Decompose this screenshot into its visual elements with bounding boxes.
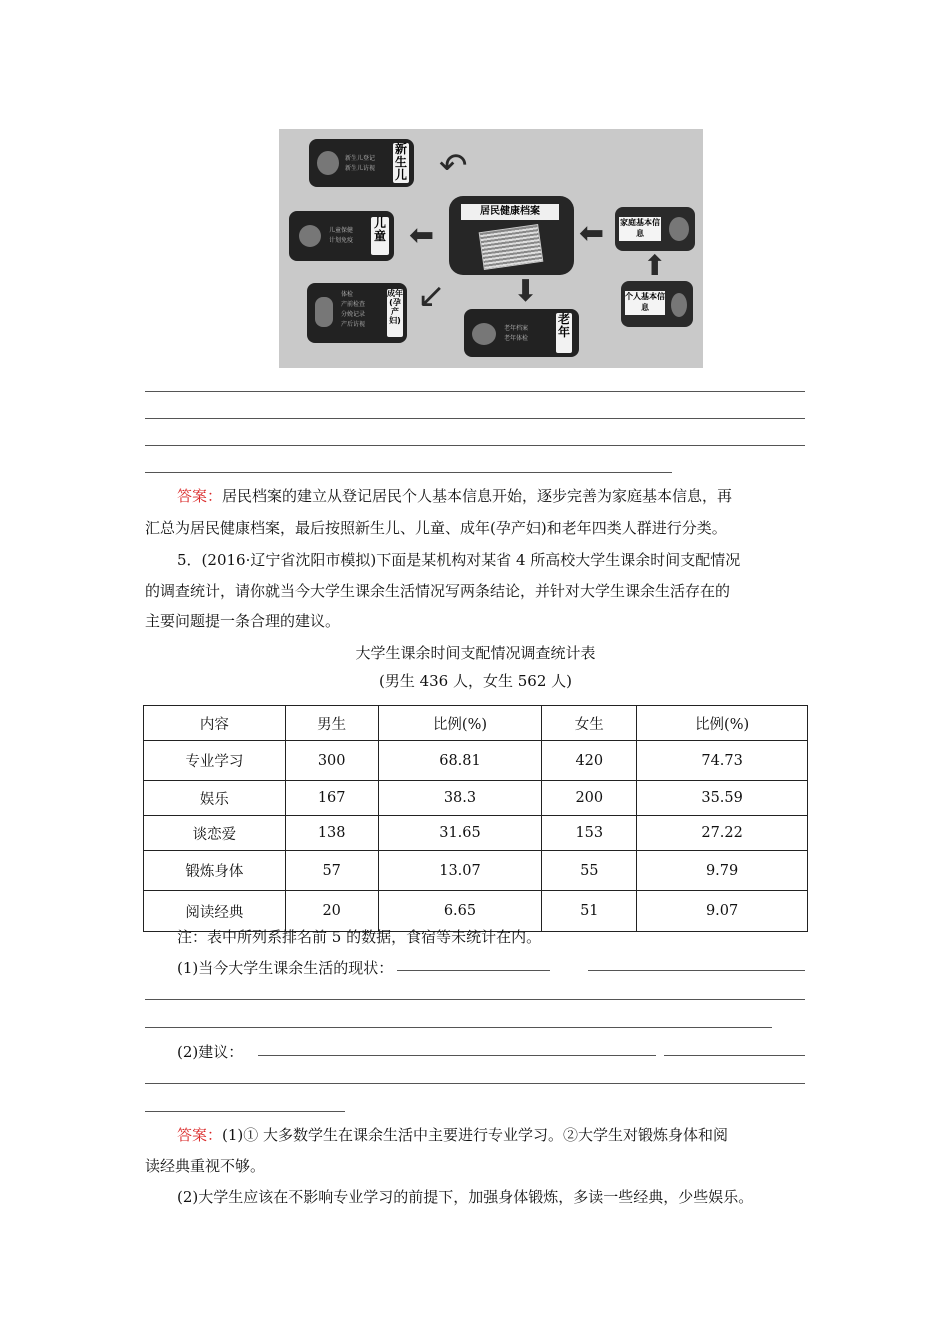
health-record-diagram [279,129,703,368]
table-cell: 娱乐 [144,781,286,816]
table-cell: 38.3 [378,781,542,816]
arrow-to-elderly-icon: ⬇ [513,274,539,309]
q2-blank-line[interactable] [258,1055,656,1056]
table-cell: 13.07 [378,851,542,891]
adult-line-3: 分娩记录 [341,311,366,318]
table-cell: 20 [285,891,378,932]
q2-label: (2)建议： [177,1043,244,1061]
table-cell: 31.65 [378,816,542,851]
answer1-line-1: 答案：居民档案的建立从登记居民个人基本信息开始，逐步完善为家庭基本信息，再 [177,487,733,505]
question5-line-3: 主要问题提一条合理的建议。 [145,612,341,630]
table-title: 大学生课余时间支配情况调查统计表 [355,644,596,662]
center-title: 居民健康档案 [461,204,559,220]
adult-line-4: 产后访视 [341,321,366,328]
arrow-to-child-icon: ⬅ [409,218,435,253]
personal-info-box [621,281,693,327]
table-cell: 专业学习 [144,741,286,781]
answer-blank-line [145,418,805,419]
arrow-from-family-icon: ⬅ [579,216,605,251]
newborn-line-2: 新生儿访视 [345,165,376,172]
table-cell: 9.07 [637,891,808,932]
header-cell: 比例(%) [637,706,808,741]
adult-line-1: 体检 [341,291,354,298]
elderly-line-1: 老年档案 [504,325,529,332]
arrow-to-adult-icon: ↙ [417,276,446,316]
table-cell: 200 [542,781,637,816]
q2-blank-line[interactable] [145,1083,805,1084]
answer-blank-line [145,445,805,446]
table-cell: 138 [285,816,378,851]
header-cell: 比例(%) [378,706,542,741]
q2-blank-line[interactable] [145,1111,345,1112]
elderly-tag: 老年 [556,313,572,353]
family-info-box [615,207,695,251]
table-cell: 6.65 [378,891,542,932]
table-cell: 74.73 [637,741,808,781]
newborn-icon [317,151,339,175]
table-header-row [144,706,808,741]
table-cell: 420 [542,741,637,781]
child-tag: 儿童 [371,217,389,255]
adult-line-2: 产前检查 [341,301,366,308]
header-cell: 女生 [542,706,637,741]
elderly-box [464,309,579,357]
table-cell: 57 [285,851,378,891]
q1-blank-line[interactable] [397,970,550,971]
answer-blank-line [145,391,805,392]
child-line-1: 儿童保健 [329,227,354,234]
elderly-icon [472,323,496,345]
table-subtitle: (男生 436 人，女生 562 人) [378,672,573,690]
table-cell: 锻炼身体 [144,851,286,891]
arrow-from-personal-icon: ⬆ [643,249,667,282]
adult-box [307,283,407,343]
table-row [144,741,808,781]
personal-info-label: 个人基本信息 [625,291,665,315]
family-icon [669,217,689,241]
header-cell: 男生 [285,706,378,741]
center-record-box [449,196,574,275]
answer2-line-1: 答案：(1)① 大多数学生在课余生活中主要进行专业学习。②大学生对锻炼身体和阅 [177,1126,729,1144]
table-cell: 167 [285,781,378,816]
child-box [289,211,394,261]
person-icon [671,293,687,317]
q1-blank-line[interactable] [588,970,805,971]
question5-line-1: 5．(2016·辽宁省沈阳市模拟)下面是某机构对某省 4 所高校大学生课余时间支配情况 [177,551,741,569]
elderly-line-2: 老年体检 [504,335,529,342]
child-line-2: 计划免疫 [329,237,354,244]
table-cell: 阅读经典 [144,891,286,932]
answer2-label: 答案： [177,1126,223,1144]
newborn-tag: 新生儿 [394,142,407,182]
header-cell: 内容 [144,706,286,741]
question5-line-2: 的调查统计，请你就当今大学生课余生活情况写两条结论，并针对大学生课余生活存在的 [145,582,731,600]
table-cell: 谈恋爱 [144,816,286,851]
document-icon [479,224,544,270]
q1-blank-line[interactable] [145,999,805,1000]
table-cell: 27.22 [637,816,808,851]
answer1-label: 答案： [177,487,223,505]
survey-table [143,705,808,932]
table-cell: 68.81 [378,741,542,781]
table-cell: 35.59 [637,781,808,816]
table-row [144,851,808,891]
child-icon [299,225,321,247]
table-cell: 9.79 [637,851,808,891]
pregnant-icon [315,297,333,327]
q2-blank-line[interactable] [664,1055,805,1056]
answer1-line-2: 汇总为居民健康档案，最后按照新生儿、儿童、成年(孕产妇)和老年四类人群进行分类。 [145,519,727,537]
table-cell: 55 [542,851,637,891]
table-row [144,781,808,816]
arrow-to-newborn-icon: ↶ [439,146,468,186]
answer2-line-2: 读经典重视不够。 [145,1157,266,1175]
table-cell: 51 [542,891,637,932]
newborn-line-1: 新生儿登记 [345,155,376,162]
table-row [144,816,808,851]
table-note: 注：表中所列系排名前 5 的数据，食宿等未统计在内。 [177,928,542,946]
family-info-label: 家庭基本信息 [619,217,661,241]
table-cell: 300 [285,741,378,781]
answer2-line-3: (2)大学生应该在不影响专业学习的前提下，加强身体锻炼，多读一些经典，少些娱乐。 [177,1188,754,1206]
table-cell: 153 [542,816,637,851]
answer-blank-line [145,472,672,473]
newborn-box [309,139,414,187]
q1-label: (1)当今大学生课余生活的现状： [177,959,394,977]
q1-blank-line[interactable] [145,1027,772,1028]
adult-tag: 成年(孕产妇) [387,289,403,337]
